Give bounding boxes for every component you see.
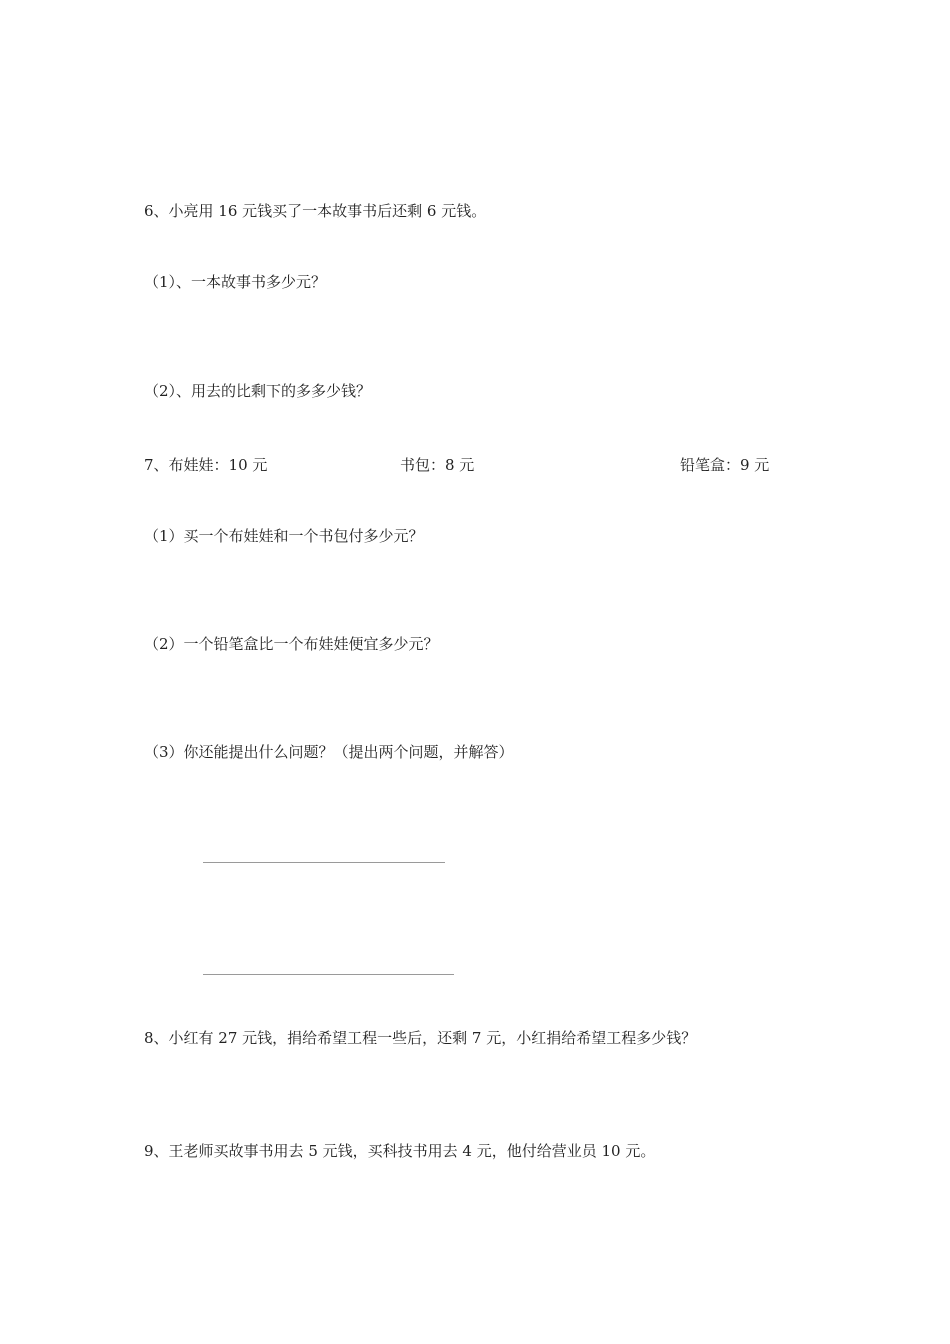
answer-line-2[interactable] [203, 974, 454, 975]
question-7-item-pencil-case: 铅笔盒：9 元 [680, 456, 770, 474]
question-7-item-doll: 7、布娃娃：10 元 [144, 456, 268, 474]
answer-line-1[interactable] [203, 862, 445, 863]
question-6-stem: 6、小亮用 16 元钱买了一本故事书后还剩 6 元钱。 [144, 202, 487, 220]
question-9-stem: 9、王老师买故事书用去 5 元钱，买科技书用去 4 元，他付给营业员 10 元。 [144, 1142, 656, 1160]
question-7-part-2: （2）一个铅笔盒比一个布娃娃便宜多少元？ [144, 635, 439, 653]
question-7-part-1: （1）买一个布娃娃和一个书包付多少元？ [144, 527, 424, 545]
question-7-item-schoolbag: 书包：8 元 [400, 456, 475, 474]
question-6-part-1: （1）、一本故事书多少元？ [144, 273, 327, 291]
question-6-part-2: （2）、用去的比剩下的多多少钱？ [144, 382, 372, 400]
question-7-part-3: （3）你还能提出什么问题？（提出两个问题，并解答） [144, 743, 514, 761]
question-8-stem: 8、小红有 27 元钱，捐给希望工程一些后，还剩 7 元，小红捐给希望工程多少钱？ [144, 1029, 697, 1047]
